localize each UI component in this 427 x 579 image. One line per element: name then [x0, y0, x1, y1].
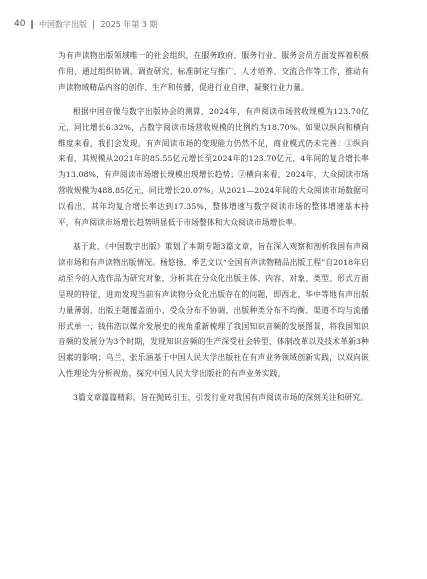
- paragraph-feature-overview: 基于此，《中国数字出版》策划了本期专题3篇文章，旨在深入观察和剖析我国有声阅读市场和有声读物出版情况。杨悠扬、季艺文以“全国有声读物精品出版工程”自2018年启动至今的入选作品为研究对象，分析其在分众化出版主体、内容、对象、类型、形式方面呈现的特征，进而发现当前有声读物分众化出版存在的问题，即西北、华中等地有声出版力量薄弱，出版主题覆盖面小、受众分布不协调、出版种类分布不均衡、渠道不均与流播形式单一；钱伟浩以媒介发展史的视角重新梳理了我国知识音频的发展图景，将我国知识音频的发展分为3个时期，发现知识音频的生产深受社会转型、体制改革以及技术革新3种因素的影响；乌兰、张乐涵基于中国人民大学出版社在有声业务领域创新实践，以双向嵌入性理论为分析视角，探究中国人民大学出版社的有声业务实践。: [58, 241, 369, 379]
- running-header: [14, 17, 158, 31]
- page-number: 40: [14, 19, 26, 29]
- paragraph-continued: 为有声读物出版领域唯一的社会组织，在服务政府、服务行业、服务会员方面发挥着积极作用，通过组织协调、调查研究、标准制定与推广、人才培养、交流合作等工作，推动有声读物域精品内容的创作、生产和传播，促进行业自律，凝聚行业力量。: [58, 51, 369, 92]
- article-body: [58, 48, 369, 414]
- issue-label: 2025 年第 3 期: [100, 19, 158, 29]
- header-separator: [31, 20, 33, 29]
- header-separator: [93, 20, 95, 29]
- paragraph-market-size: 根据中国音像与数字出版协会的测算，2024年，有声阅读市场营收规模为123.70亿元，同比增长6.32%，占数字阅读市场营收规模的比例约为18.70%。如果以纵向和横向维度来看，我们会发现，有声阅读市场的变现能力仍然不足，商业模式仍未完善：①纵向来看，其规模从2021年的85.55亿元增长至2024年的123.70亿元，4年间的复合增长率为13.08%，有声阅读市场增长规模出现增长趋势；②横向来看，2024年，大众阅读市场营收规模为488.85亿元，同比增长20.07%。从2021—2024年间的大众阅读市场数据可以看出，其年均复合增长率达到17.35%，整体增速与数字阅读市场的整体增速基本持平，有声阅读市场增长趋势明显低于市场整体和大众阅读市场增长率。: [58, 106, 369, 228]
- publication-name: 中国数字出版: [38, 19, 87, 29]
- paragraph-closing: 3篇文章篇篇精彩，旨在抛砖引玉，引发行业对我国有声阅读市场的深刻关注和研究。: [73, 393, 369, 403]
